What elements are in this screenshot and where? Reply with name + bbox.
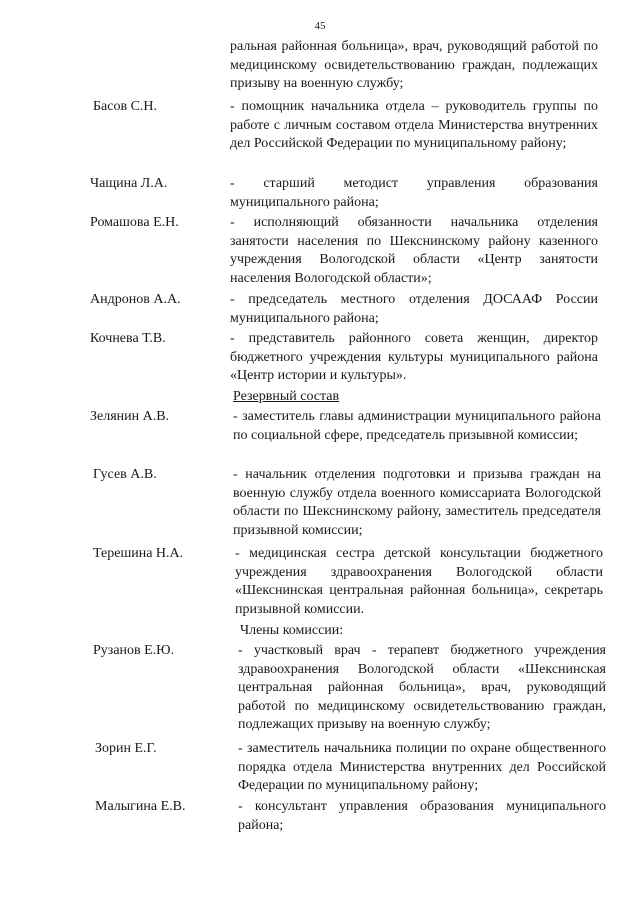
- member-description: - консультант управления образования муниципального района;: [238, 799, 606, 833]
- member-name: Басов С.Н.: [93, 99, 158, 114]
- member-name: Рузанов Е.Ю.: [93, 643, 175, 658]
- member-description: - старший методист управления образования муниципального района;: [230, 176, 598, 210]
- continuation-text: ральная районная больница», врач, руководящий работой по медицинскому освидетельствованию граждан, подлежащих призыву на военную службу;: [230, 39, 598, 91]
- members-heading: Члены комиссии:: [240, 623, 344, 638]
- member-name: Кочнева Т.В.: [90, 331, 166, 346]
- member-description: - представитель районного совета женщин, директор бюджетного учреждения культуры муниципального района «Центр истории и культуры».: [230, 331, 598, 383]
- member-name: Андронов А.А.: [90, 292, 181, 307]
- member-description: - участковый врач - терапевт бюджетного учреждения здравоохранения Вологодской области «Шекснинская центральная районная больница», врач, руководящий работой по медицинскому освидетельствованию граждан, подлежащих призыву на военную службу;: [238, 643, 606, 732]
- member-name: Терешина Н.А.: [93, 546, 184, 561]
- member-name: Ромашова Е.Н.: [90, 215, 179, 230]
- reserve-heading: Резервный состав: [233, 389, 340, 404]
- member-description: - заместитель главы администрации муниципального района по социальной сфере, председатель призывной комиссии;: [233, 409, 601, 443]
- member-name: Зорин Е.Г.: [95, 741, 157, 756]
- member-description: - исполняющий обязанности начальника отделения занятости населения по Шекснинскому району казенного учреждения Вологодской области «Центр занятости населения Вологодской области»;: [230, 215, 598, 286]
- member-description: - заместитель начальника полиции по охране общественного порядка отдела Министерства внутренних дел Российской Федерации по муниципальному району;: [238, 741, 606, 793]
- member-description: - начальник отделения подготовки и призыва граждан на военную службу отдела военного комиссариата Вологодской области по Шекснинскому району, заместитель председателя призывной комиссии;: [233, 467, 601, 538]
- member-description: - помощник начальника отдела – руководитель группы по работе с личным составом отдела Министерства внутренних дел Российской Федерации по муниципальному району;: [230, 99, 598, 151]
- member-name: Гусев А.В.: [93, 467, 157, 482]
- member-description: - медицинская сестра детской консультации бюджетного учреждения здравоохранения Вологодской области «Шекснинская центральная районная больница», секретарь призывной комиссии.: [235, 546, 603, 617]
- member-description: - председатель местного отделения ДОСААФ России муниципального района;: [230, 292, 598, 326]
- member-name: Малыгина Е.В.: [95, 799, 186, 814]
- page-number: 45: [314, 20, 326, 32]
- member-name: Зелянин А.В.: [90, 409, 170, 424]
- member-name: Чащина Л.А.: [90, 176, 168, 191]
